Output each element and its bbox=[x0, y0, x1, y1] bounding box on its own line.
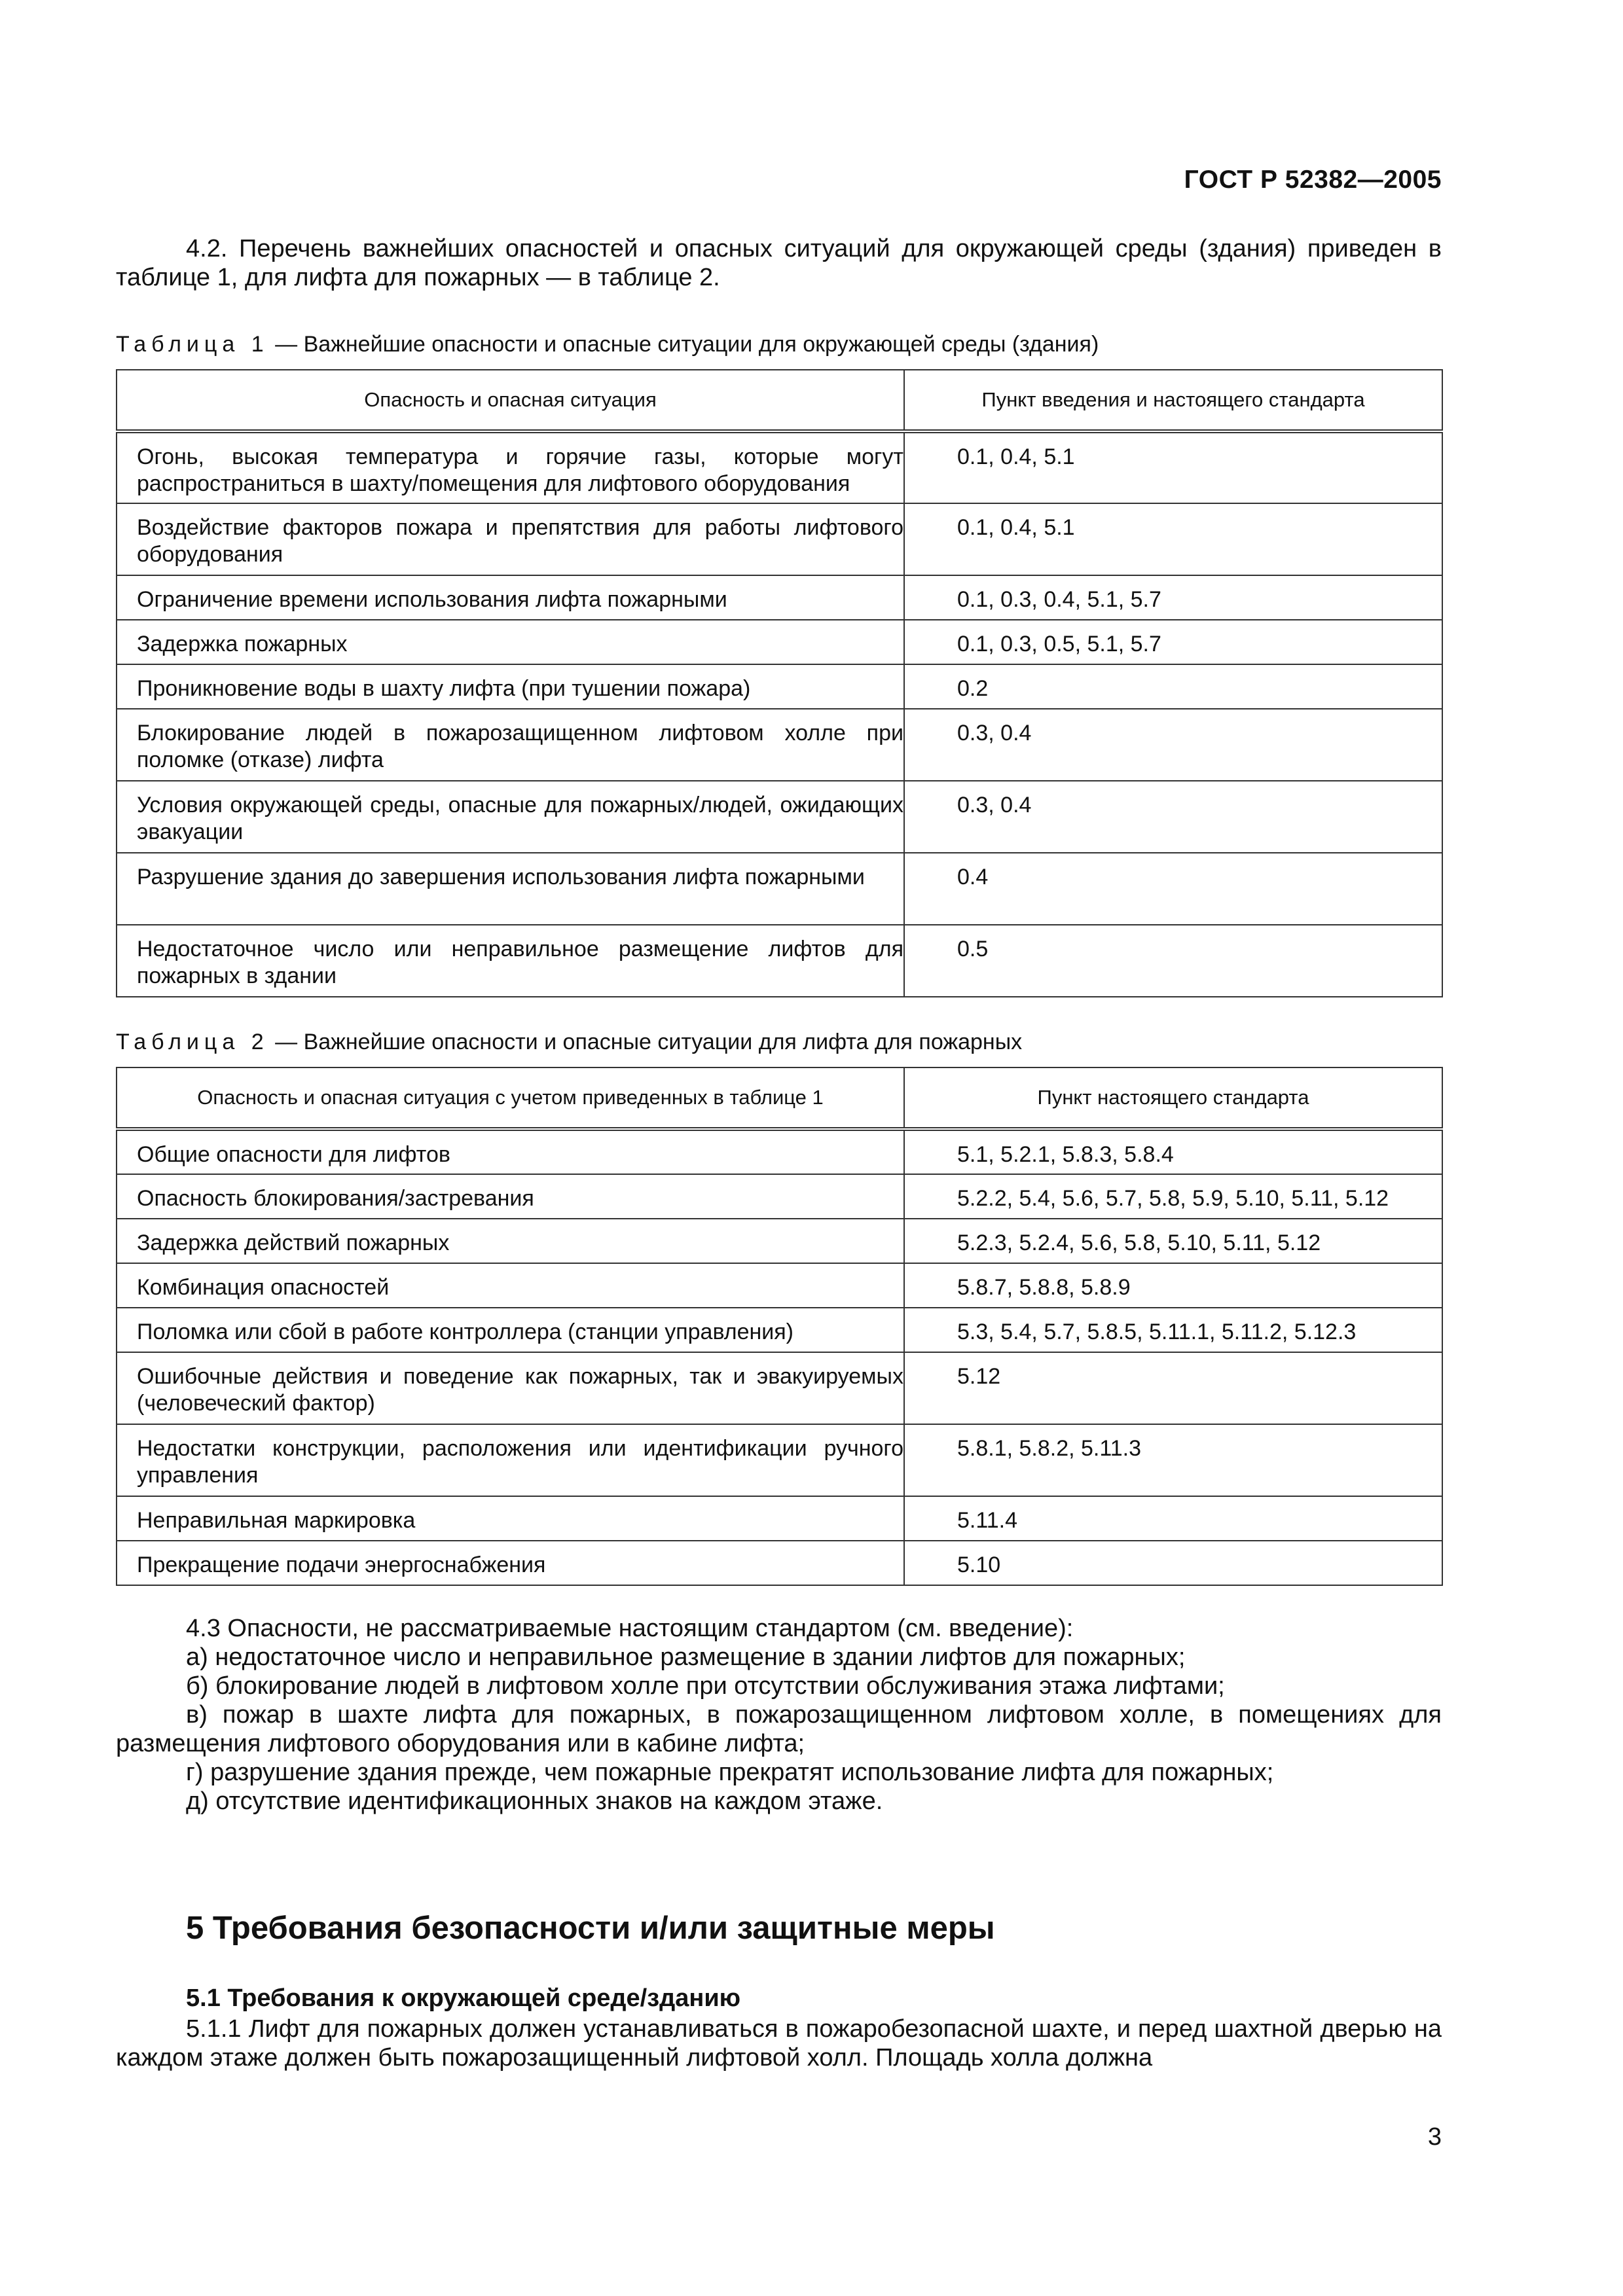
table-row bbox=[117, 781, 1442, 853]
table2-cell-clause: 5.1, 5.2.1, 5.8.3, 5.8.4 bbox=[904, 1129, 1442, 1174]
page-number: 3 bbox=[1427, 2123, 1442, 2151]
table2-header-clause: Пункт настоящего стандарта bbox=[904, 1067, 1442, 1129]
table-row bbox=[117, 1174, 1442, 1219]
table2-cell-clause: 5.3, 5.4, 5.7, 5.8.5, 5.11.1, 5.11.2, 5.12.3 bbox=[904, 1308, 1442, 1352]
table1-cell-clause: 0.2 bbox=[904, 664, 1442, 709]
table2-cell-hazard: Комбинация опасностей bbox=[117, 1263, 904, 1308]
table2-cell-hazard: Прекращение подачи энергоснабжения bbox=[117, 1541, 904, 1585]
table2-cell-clause: 5.8.1, 5.8.2, 5.11.3 bbox=[904, 1424, 1442, 1496]
table2-cell-hazard: Неправильная маркировка bbox=[117, 1496, 904, 1541]
table2-cell-clause: 5.2.2, 5.4, 5.6, 5.7, 5.8, 5.9, 5.10, 5.11, 5.12 bbox=[904, 1174, 1442, 1219]
table-row bbox=[117, 1263, 1442, 1308]
table2-caption-label: Таблица 2 bbox=[116, 1030, 269, 1054]
table2-cell-clause: 5.12 bbox=[904, 1352, 1442, 1424]
table-row bbox=[117, 1308, 1442, 1352]
table2-cell-clause: 5.2.3, 5.2.4, 5.6, 5.8, 5.10, 5.11, 5.12 bbox=[904, 1219, 1442, 1263]
section-5-1-1-paragraph: 5.1.1 Лифт для пожарных должен устанавливаться в пожаробезопасной шахте, и перед шахтной дверью на каждом этаже должен быть пожарозащищенный лифтовой холл. Площадь холла должна bbox=[116, 2015, 1442, 2072]
table2-cell-clause: 5.8.7, 5.8.8, 5.8.9 bbox=[904, 1263, 1442, 1308]
table-row bbox=[117, 1352, 1442, 1424]
table1-cell-hazard: Огонь, высокая температура и горячие газы, которые могут распространиться в шахту/помещения для лифтового оборудования bbox=[117, 431, 904, 503]
table1-cell-hazard: Блокирование людей в пожарозащищенном лифтовом холле при поломке (отказе) лифта bbox=[117, 709, 904, 781]
table-row bbox=[117, 1496, 1442, 1541]
table2-cell-hazard: Поломка или сбой в работе контроллера (станции управления) bbox=[117, 1308, 904, 1352]
section-4-3 bbox=[116, 1614, 1442, 1816]
section-5-heading: 5 Требования безопасности и/или защитные меры bbox=[186, 1910, 995, 1946]
table-row bbox=[117, 664, 1442, 709]
table-row bbox=[117, 620, 1442, 664]
table2-caption bbox=[116, 1029, 1022, 1055]
table1 bbox=[116, 369, 1443, 997]
table2-header-hazard: Опасность и опасная ситуация с учетом приведенных в таблице 1 bbox=[117, 1067, 904, 1129]
list-item: г) разрушение здания прежде, чем пожарные прекратят использование лифта для пожарных; bbox=[186, 1759, 1274, 1786]
table-row bbox=[117, 1129, 1442, 1174]
table1-cell-hazard: Условия окружающей среды, опасные для пожарных/людей, ожидающих эвакуации bbox=[117, 781, 904, 853]
table1-cell-hazard: Воздействие факторов пожара и препятствия для работы лифтового оборудования bbox=[117, 503, 904, 575]
table-row bbox=[117, 503, 1442, 575]
table-row bbox=[117, 575, 1442, 620]
table-row bbox=[117, 925, 1442, 997]
table-row bbox=[117, 853, 1442, 925]
document-header: ГОСТ Р 52382—2005 bbox=[1184, 166, 1442, 194]
section-5-1-heading: 5.1 Требования к окружающей среде/зданию bbox=[186, 1984, 741, 2012]
table1-cell-clause: 0.3, 0.4 bbox=[904, 781, 1442, 853]
table1-caption bbox=[116, 331, 1099, 357]
table2-caption-text: — Важнейшие опасности и опасные ситуации для лифта для пожарных bbox=[268, 1030, 1023, 1054]
table2-cell-hazard: Задержка действий пожарных bbox=[117, 1219, 904, 1263]
table1-cell-clause: 0.4 bbox=[904, 853, 1442, 925]
section-4-3-lead: 4.3 Опасности, не рассматриваемые настоящим стандартом (см. введение): bbox=[186, 1615, 1074, 1642]
table1-caption-label: Таблица 1 bbox=[116, 332, 269, 357]
table-row bbox=[117, 1219, 1442, 1263]
table1-cell-hazard: Ограничение времени использования лифта пожарными bbox=[117, 575, 904, 620]
table1-header-clause: Пункт введения и настоящего стандарта bbox=[904, 370, 1442, 431]
list-item: в) пожар в шахте лифта для пожарных, в пожарозащищенном лифтовом холле, в помещениях для размещения лифтового оборудования или в кабине лифта; bbox=[116, 1701, 1442, 1757]
table2-cell-hazard: Опасность блокирования/застревания bbox=[117, 1174, 904, 1219]
list-item: б) блокирование людей в лифтовом холле при отсутствии обслуживания этажа лифтами; bbox=[186, 1672, 1225, 1700]
table2-cell-hazard: Общие опасности для лифтов bbox=[117, 1129, 904, 1174]
table2-cell-hazard: Недостатки конструкции, расположения или идентификации ручного управления bbox=[117, 1424, 904, 1496]
table-row bbox=[117, 431, 1442, 503]
table-row bbox=[117, 1541, 1442, 1585]
table2 bbox=[116, 1067, 1443, 1586]
table1-cell-hazard: Недостаточное число или неправильное размещение лифтов для пожарных в здании bbox=[117, 925, 904, 997]
table1-cell-clause: 0.1, 0.3, 0.5, 5.1, 5.7 bbox=[904, 620, 1442, 664]
table-row bbox=[117, 709, 1442, 781]
list-item: а) недостаточное число и неправильное размещение в здании лифтов для пожарных; bbox=[186, 1643, 1186, 1671]
table-row bbox=[117, 1424, 1442, 1496]
table1-cell-clause: 0.1, 0.3, 0.4, 5.1, 5.7 bbox=[904, 575, 1442, 620]
table2-cell-hazard: Ошибочные действия и поведение как пожарных, так и эвакуируемых (человеческий фактор) bbox=[117, 1352, 904, 1424]
table2-cell-clause: 5.10 bbox=[904, 1541, 1442, 1585]
table1-header-hazard: Опасность и опасная ситуация bbox=[117, 370, 904, 431]
intro-paragraph: 4.2. Перечень важнейших опасностей и опасных ситуаций для окружающей среды (здания) приведен в таблице 1, для лифта для пожарных — в таблице 2. bbox=[116, 235, 1442, 291]
table2-cell-clause: 5.11.4 bbox=[904, 1496, 1442, 1541]
table1-cell-clause: 0.1, 0.4, 5.1 bbox=[904, 503, 1442, 575]
table1-cell-hazard: Разрушение здания до завершения использования лифта пожарными bbox=[117, 853, 904, 925]
table1-cell-hazard: Задержка пожарных bbox=[117, 620, 904, 664]
table1-cell-hazard: Проникновение воды в шахту лифта (при тушении пожара) bbox=[117, 664, 904, 709]
list-item: д) отсутствие идентификационных знаков на каждом этаже. bbox=[186, 1787, 883, 1815]
table1-caption-text: — Важнейшие опасности и опасные ситуации для окружающей среды (здания) bbox=[268, 332, 1099, 357]
table1-cell-clause: 0.3, 0.4 bbox=[904, 709, 1442, 781]
table1-cell-clause: 0.5 bbox=[904, 925, 1442, 997]
table1-cell-clause: 0.1, 0.4, 5.1 bbox=[904, 431, 1442, 503]
